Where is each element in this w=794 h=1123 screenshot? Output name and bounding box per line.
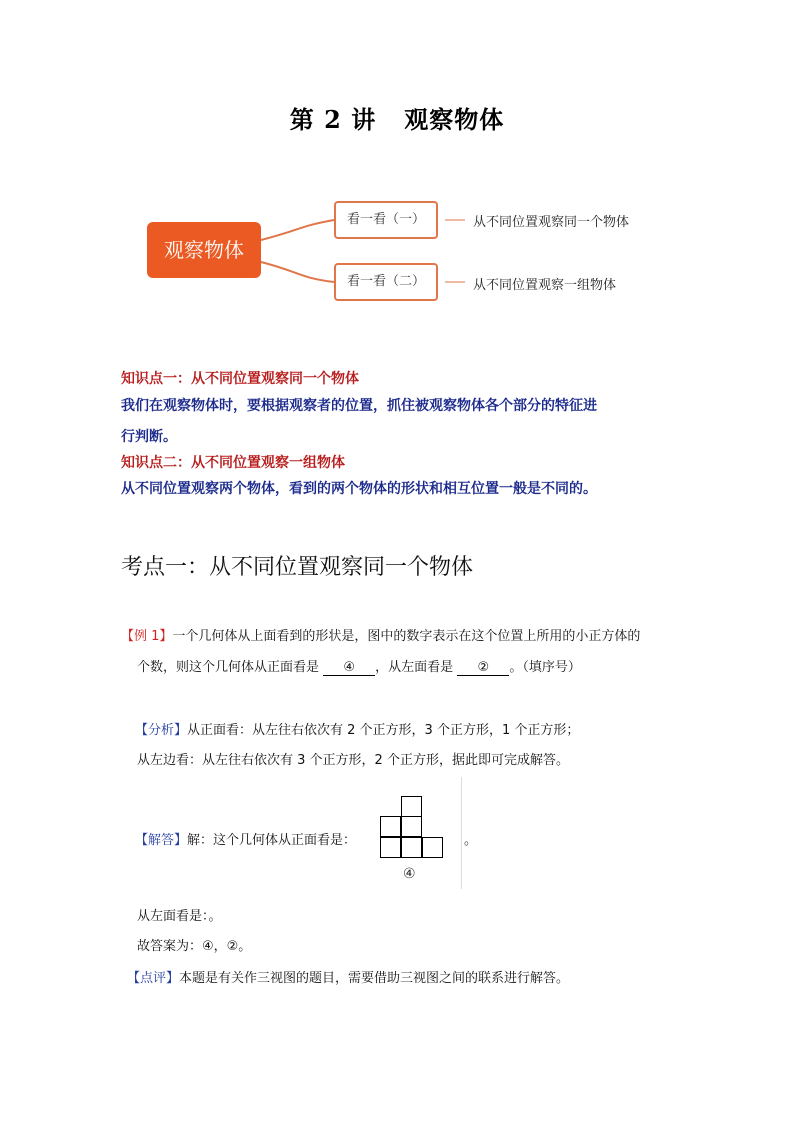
example-question-cont: 个数，则这个几何体从正面看是	[137, 660, 320, 675]
mindmap-root: 观察物体	[147, 222, 261, 278]
mindmap-branch-2: 看一看（二）	[334, 263, 438, 301]
front-view-square	[422, 837, 443, 858]
title-topic: 观察物体	[404, 105, 505, 134]
left-view-line: 从左面看是：。	[137, 909, 222, 924]
knowledge-point-1-text-cont: 行判断。	[121, 429, 177, 445]
mindmap-leaf-1: 从不同位置观察同一个物体	[473, 215, 630, 230]
front-view-square	[401, 816, 422, 837]
comment-line	[127, 967, 569, 986]
analysis-line-1	[135, 719, 579, 738]
solution-line	[135, 829, 356, 848]
answer-blank-left: ②	[457, 661, 509, 676]
front-view-square	[401, 796, 422, 817]
title-lecture-number: 第 2 讲	[289, 105, 377, 134]
comment-tag: 【点评】	[127, 971, 180, 986]
knowledge-point-1-text: 我们在观察物体时，要根据观察者的位置，抓住被观察物体各个部分的特征进	[121, 398, 597, 414]
front-view-square	[401, 837, 422, 858]
mindmap-leaf-2: 从不同位置观察一组物体	[473, 278, 617, 293]
knowledge-point-2-text: 从不同位置观察两个物体，看到的两个物体的形状和相互位置一般是不同的。	[121, 481, 597, 497]
analysis-text: 从正面看：从左往右依次有 2 个正方形，3 个正方形，1 个正方形；	[187, 723, 580, 738]
section-title: 考点一：从不同位置观察同一个物体	[121, 555, 474, 580]
analysis-line-2: 从左边看：从左往右依次有 3 个正方形，2 个正方形，据此即可完成解答。	[137, 753, 569, 768]
analysis-tag: 【分析】	[135, 723, 188, 738]
figure-label: ④	[403, 866, 416, 882]
solution-period: 。	[464, 833, 478, 848]
knowledge-point-1-heading: 知识点一：从不同位置观察同一个物体	[121, 371, 359, 387]
mindmap-branch-1: 看一看（一）	[334, 201, 438, 239]
solution-text: 解：这个几何体从正面看是：	[187, 833, 357, 848]
example-question: 一个几何体从上面看到的形状是，图中的数字表示在这个位置上所用的小正方体的	[172, 629, 641, 644]
final-answer-line: 故答案为：④，②。	[137, 939, 252, 954]
front-view-figure	[375, 777, 462, 889]
example-line-1	[121, 625, 640, 644]
example-question-end: 。（填序号）	[509, 660, 581, 675]
example-tag: 【例 1】	[121, 629, 173, 644]
solution-tag: 【解答】	[135, 833, 188, 848]
answer-blank-front: ④	[323, 661, 375, 676]
example-line-2	[137, 656, 581, 676]
comment-text: 本题是有关作三视图的题目，需要借助三视图之间的联系进行解答。	[179, 971, 570, 986]
front-view-square	[380, 837, 401, 858]
knowledge-point-2-heading: 知识点二：从不同位置观察一组物体	[121, 455, 345, 471]
front-view-square	[380, 816, 401, 837]
example-question-left: ，从左面看是	[375, 660, 454, 675]
